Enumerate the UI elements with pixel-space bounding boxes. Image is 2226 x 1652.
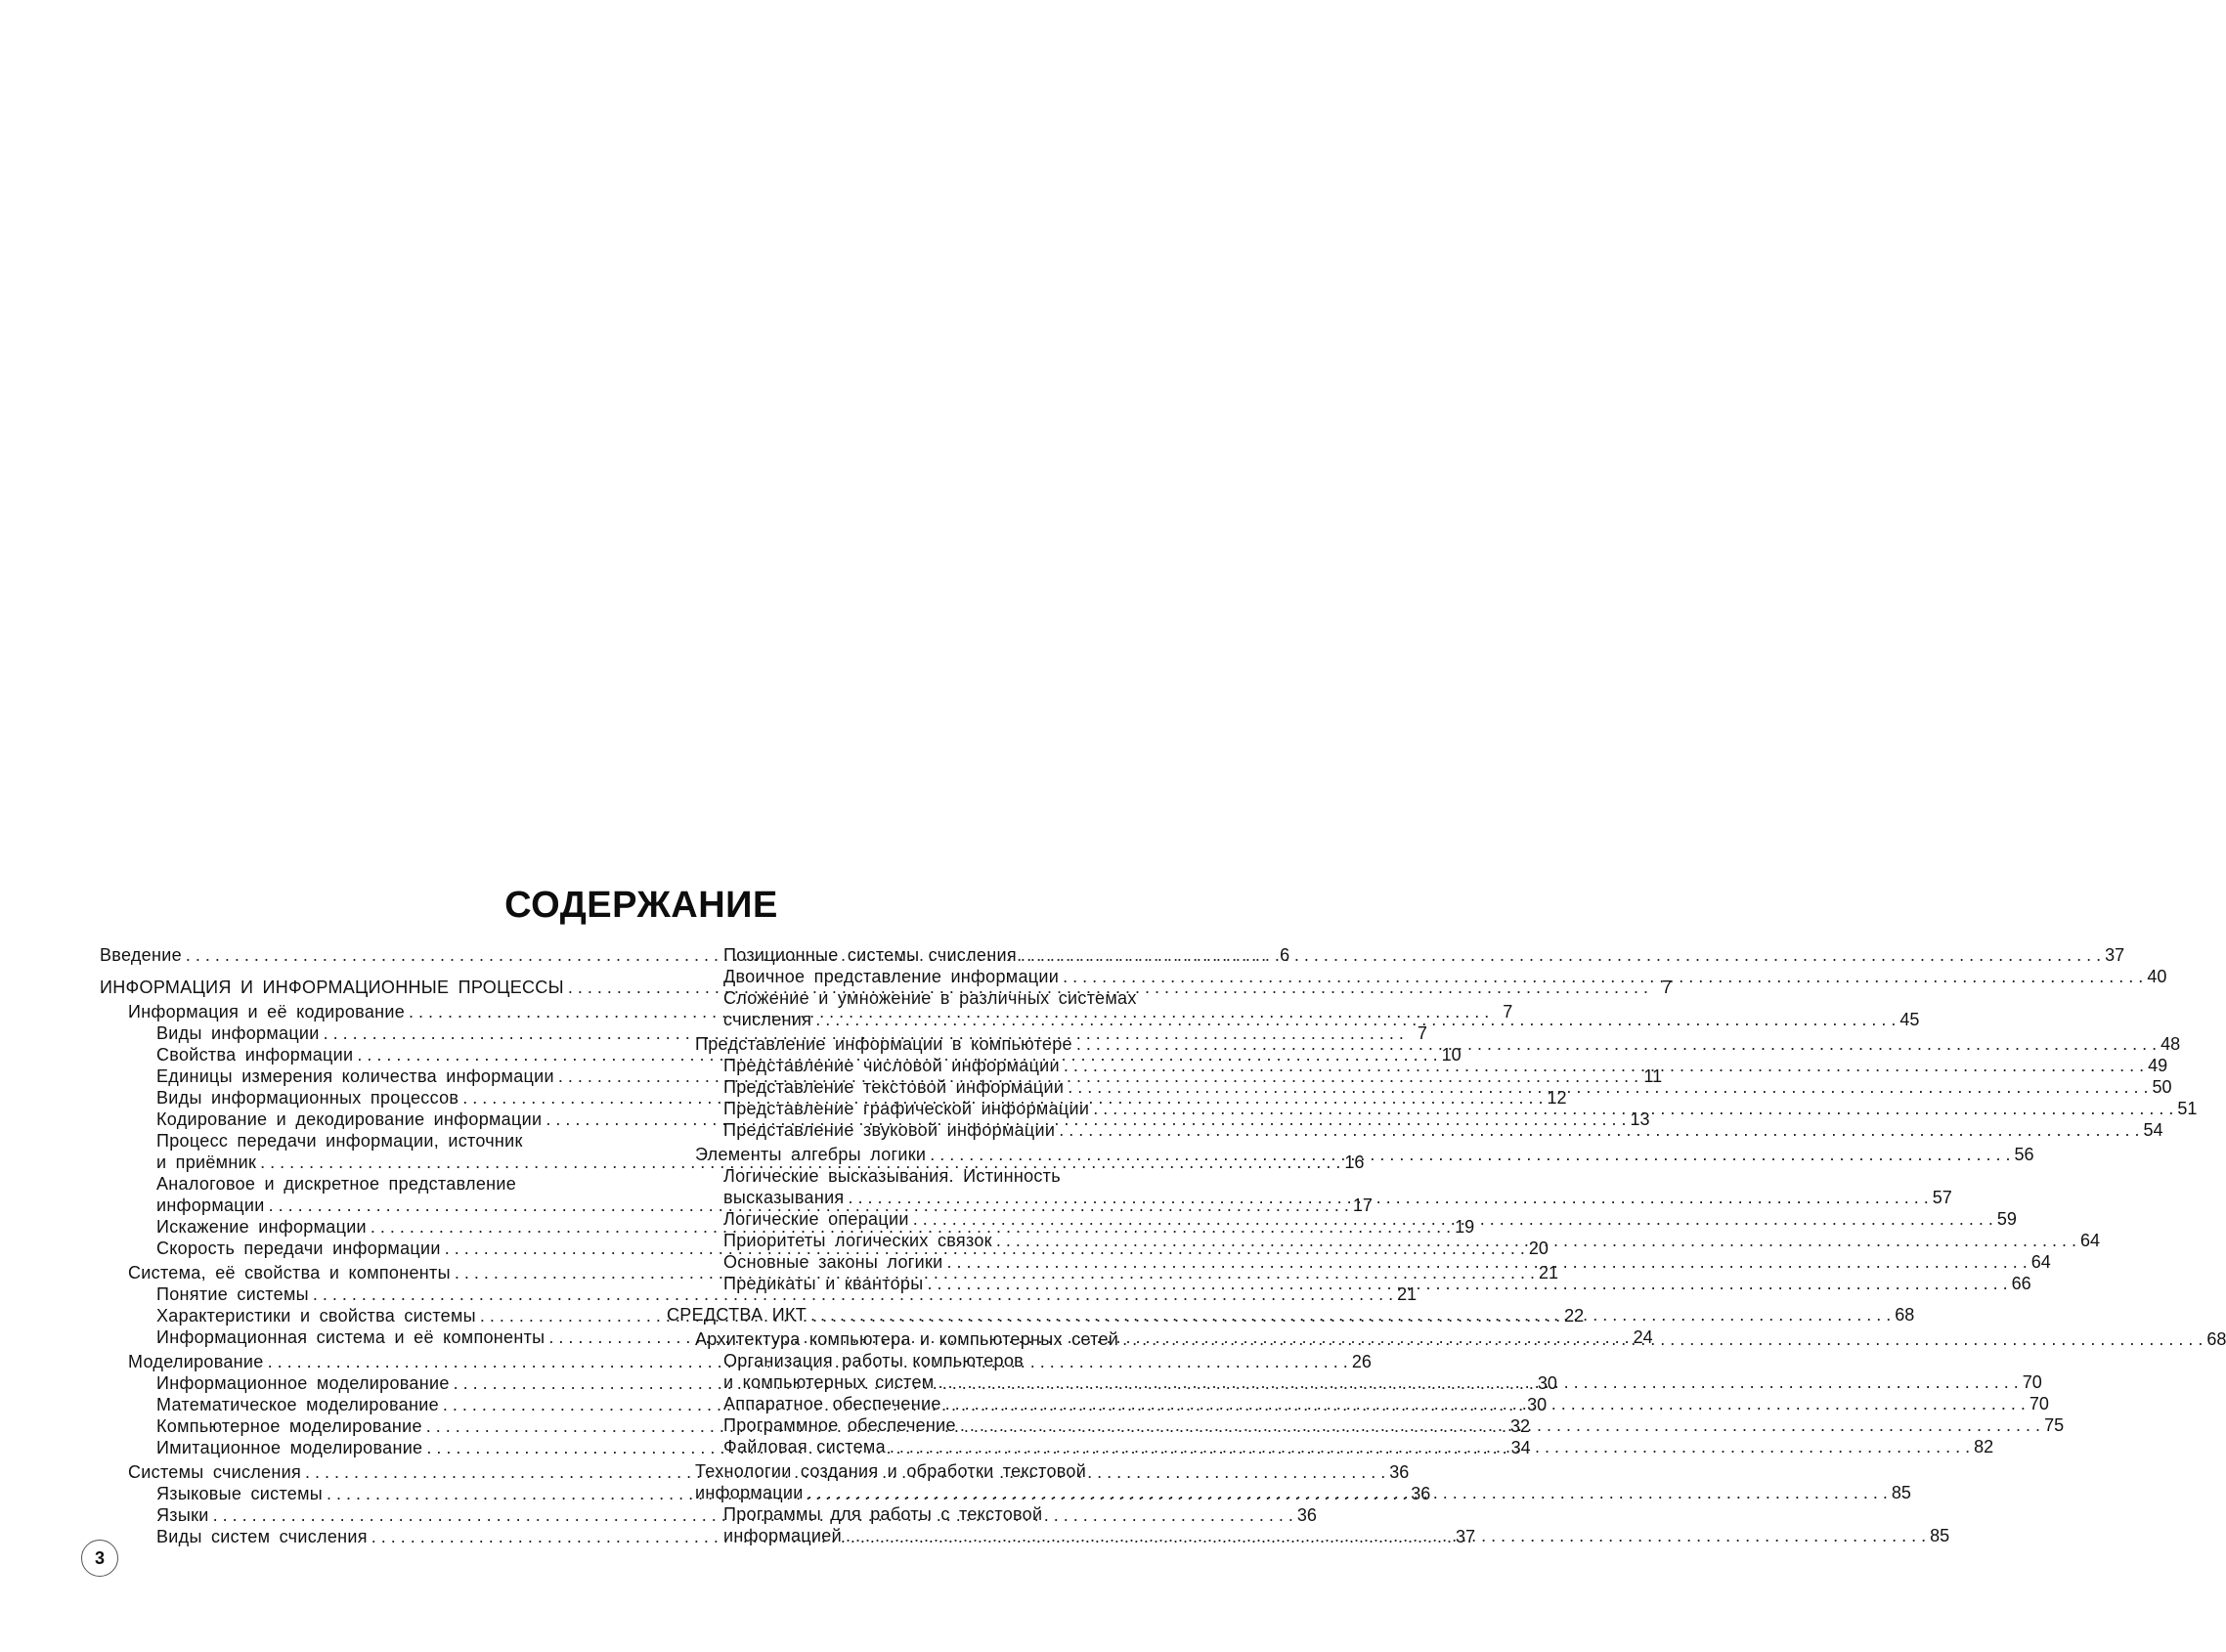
toc-entry-title: Приоритеты логических связок <box>723 1231 992 1250</box>
toc-entry-title: Представление текстовой информации <box>723 1077 1065 1097</box>
toc-entry-title: Языковые системы <box>156 1484 324 1503</box>
toc-entry-title-continuation: счисления <box>723 1010 812 1029</box>
toc-entry-title: Позиционные системы счисления <box>723 945 1017 965</box>
toc-page-number: 68 <box>1895 1305 1915 1325</box>
dot-leader <box>913 1208 1993 1230</box>
toc-page-number: 68 <box>2206 1329 2226 1349</box>
toc-page-number: 64 <box>2080 1231 2101 1250</box>
dot-leader <box>846 1525 1926 1546</box>
toc-entry-title: Сложение и умножение в различных системах <box>723 988 1137 1008</box>
toc-entry-title: Понятие системы <box>156 1284 309 1304</box>
toc-page-number: 22 <box>1564 1306 1585 1326</box>
toc-page-number: 85 <box>1891 1483 1911 1502</box>
toc-page-number: 57 <box>1932 1188 1952 1207</box>
dot-leader <box>1122 1328 2203 1350</box>
toc-entry-title: Системы счисления <box>128 1462 302 1482</box>
toc-page-number: 64 <box>2030 1252 2051 1272</box>
toc-entry-title: Искажение информации <box>156 1217 367 1237</box>
toc-entry-title-continuation: информацией <box>723 1526 842 1545</box>
dot-leader <box>1068 1076 2148 1098</box>
toc-entry-title: СРЕДСТВА ИКТ <box>667 1305 807 1325</box>
toc-page-number: 21 <box>1539 1263 1559 1282</box>
toc-entry-title: ИНФОРМАЦИЯ И ИНФОРМАЦИОННЫЕ ПРОЦЕССЫ <box>100 978 564 997</box>
toc-entry-title: Математическое моделирование <box>156 1395 439 1414</box>
toc-page-number: 82 <box>1974 1437 1994 1456</box>
dot-leader <box>945 1393 2026 1414</box>
toc-page-number: 70 <box>2022 1372 2042 1392</box>
toc-entry-title: Единицы измерения количества информации <box>156 1066 554 1086</box>
page-number: 3 <box>81 1540 118 1577</box>
dot-leader <box>890 1436 1970 1457</box>
toc-page-number: 85 <box>1930 1526 1950 1545</box>
toc-page-number: 10 <box>1441 1045 1462 1065</box>
toc-page-number: 19 <box>1455 1217 1475 1237</box>
toc-entry-title: Виды систем счисления <box>156 1527 368 1546</box>
toc-page-number: 30 <box>1537 1373 1557 1393</box>
toc-page-number: 12 <box>1547 1088 1567 1108</box>
toc-entry-title: Файловая система <box>723 1437 886 1456</box>
toc-entry-title-continuation: высказывания <box>723 1188 845 1207</box>
toc-entry-title: Логические операции <box>723 1209 909 1229</box>
toc-page-number: 34 <box>1510 1438 1531 1457</box>
toc-entry-title: Введение <box>100 945 182 965</box>
toc-page-number: 59 <box>1996 1209 2017 1229</box>
toc-entry[interactable] <box>667 944 2125 966</box>
toc-entry-title: Характеристики и свойства системы <box>156 1306 476 1326</box>
toc-page-number: 75 <box>2044 1415 2065 1435</box>
toc-entry-title: Моделирование <box>128 1352 264 1371</box>
toc-entry-title-continuation: и компьютерных систем <box>723 1372 935 1392</box>
toc-page-number: 21 <box>1397 1284 1418 1304</box>
toc-page-number: 20 <box>1528 1239 1549 1258</box>
toc-entry-title: Имитационное моделирование <box>156 1438 423 1457</box>
toc-page-number: 36 <box>1389 1462 1410 1482</box>
dot-leader <box>930 1144 2010 1165</box>
toc-page-number: 7 <box>1503 1002 1513 1022</box>
toc-page-number: 66 <box>2011 1274 2031 1293</box>
toc-page-number: 36 <box>1296 1505 1317 1525</box>
toc-entry-title: Представление числовой информации <box>723 1056 1060 1075</box>
toc-entry-title: Организация работы компьютеров <box>723 1351 1025 1370</box>
toc-page-number: 48 <box>2161 1034 2181 1054</box>
dot-leader <box>1064 1055 2144 1076</box>
toc-entry-title: Процесс передачи информации, источник <box>156 1131 523 1151</box>
toc-page-number: 7 <box>1417 1023 1427 1043</box>
dot-leader <box>807 1482 1888 1503</box>
page-title: СОДЕРЖАНИЕ <box>504 885 778 926</box>
toc-entry-title: Виды информации <box>156 1023 320 1043</box>
toc-entry[interactable] <box>667 966 2167 987</box>
dot-leader <box>960 1414 2040 1436</box>
toc-page-number: 7 <box>1662 978 1673 997</box>
toc-entry-title: Представление графической информации <box>723 1099 1090 1118</box>
toc-entry-title-continuation: информации <box>695 1483 804 1502</box>
toc-page-number: 13 <box>1630 1109 1650 1129</box>
toc-page-number: 24 <box>1633 1327 1653 1347</box>
toc-entry-title: Двоичное представление информации <box>723 967 1060 986</box>
toc-entry-title: Представление информации в компьютере <box>695 1034 1072 1054</box>
toc-page-number: 49 <box>2148 1056 2168 1075</box>
toc-entry-title: Система, её свойства и компоненты <box>128 1263 451 1282</box>
toc-entry-title: Аналоговое и дискретное представление <box>156 1174 517 1194</box>
dot-leader <box>1021 944 2101 966</box>
dot-leader <box>1093 1098 2173 1119</box>
dot-leader <box>810 1304 1891 1326</box>
toc-entry[interactable] <box>667 987 1920 1030</box>
toc-entry-title: Предикаты и кванторы <box>723 1274 924 1293</box>
toc-page-number: 32 <box>1510 1416 1531 1436</box>
toc-page-number: 30 <box>1527 1395 1548 1414</box>
toc-page-number: 37 <box>2105 945 2125 965</box>
toc-page-number: 45 <box>1899 1010 1920 1029</box>
toc-entry-title: Элементы алгебры логики <box>695 1145 927 1164</box>
toc-entry-title-continuation: и приёмник <box>156 1152 257 1172</box>
toc-page-number: 70 <box>2029 1394 2049 1413</box>
toc-page-number: 51 <box>2177 1099 2198 1118</box>
dot-leader <box>1076 1033 2157 1055</box>
toc-entry-title: Информационная система и её компоненты <box>156 1327 546 1347</box>
toc-entry-title: Основные законы логики <box>723 1252 943 1272</box>
dot-leader <box>815 1009 1896 1030</box>
toc-entry-title: Кодирование и декодирование информации <box>156 1109 543 1129</box>
toc-entry-title: Логические высказывания. Истинность <box>723 1166 1061 1186</box>
dot-leader <box>996 1230 2076 1251</box>
toc-entry-title-continuation: информации <box>156 1196 265 1215</box>
dot-leader <box>938 1371 2018 1393</box>
toc-page-number: 37 <box>1456 1527 1476 1546</box>
toc-page-number: 16 <box>1344 1152 1365 1172</box>
toc-entry-title: Программы для работы с текстовой <box>723 1504 1043 1524</box>
toc-entry-title: Аппаратное обеспечение <box>723 1394 941 1413</box>
toc-page-number: 54 <box>2143 1120 2163 1140</box>
toc-entry-title: Компьютерное моделирование <box>156 1416 422 1436</box>
toc-entry-title: Скорость передачи информации <box>156 1239 441 1258</box>
toc-page-number: 40 <box>2147 967 2167 986</box>
dot-leader <box>1059 1119 2139 1141</box>
toc-page-number: 11 <box>1643 1066 1663 1086</box>
toc-page-number: 26 <box>1351 1352 1372 1371</box>
toc-page-number: 36 <box>1411 1484 1431 1503</box>
toc-entry-title: Программное обеспечение <box>723 1415 956 1435</box>
toc-entry-title: Технологии создания и обработки текстовой <box>695 1461 1087 1481</box>
toc-page-number: 56 <box>2014 1145 2034 1164</box>
dot-leader <box>1063 966 2143 987</box>
dot-leader <box>927 1273 2007 1294</box>
toc-entry-title: Свойства информации <box>156 1045 354 1065</box>
toc-entry-title: Архитектура компьютера и компьютерных сетей <box>695 1329 1119 1349</box>
toc-page-number: 17 <box>1352 1196 1373 1215</box>
toc-entry-title: Представление звуковой информации <box>723 1120 1056 1140</box>
dot-leader <box>848 1187 1928 1208</box>
toc-entry-title: Информация и её кодирование <box>128 1002 406 1022</box>
toc-entry-title: Информационное моделирование <box>156 1373 450 1393</box>
dot-leader <box>947 1251 2028 1273</box>
toc-entry-title: Виды информационных процессов <box>156 1088 459 1108</box>
toc-page-number: 6 <box>1280 945 1290 965</box>
toc-page-number: 50 <box>2152 1077 2172 1097</box>
toc-entry-title: Языки <box>156 1505 209 1525</box>
